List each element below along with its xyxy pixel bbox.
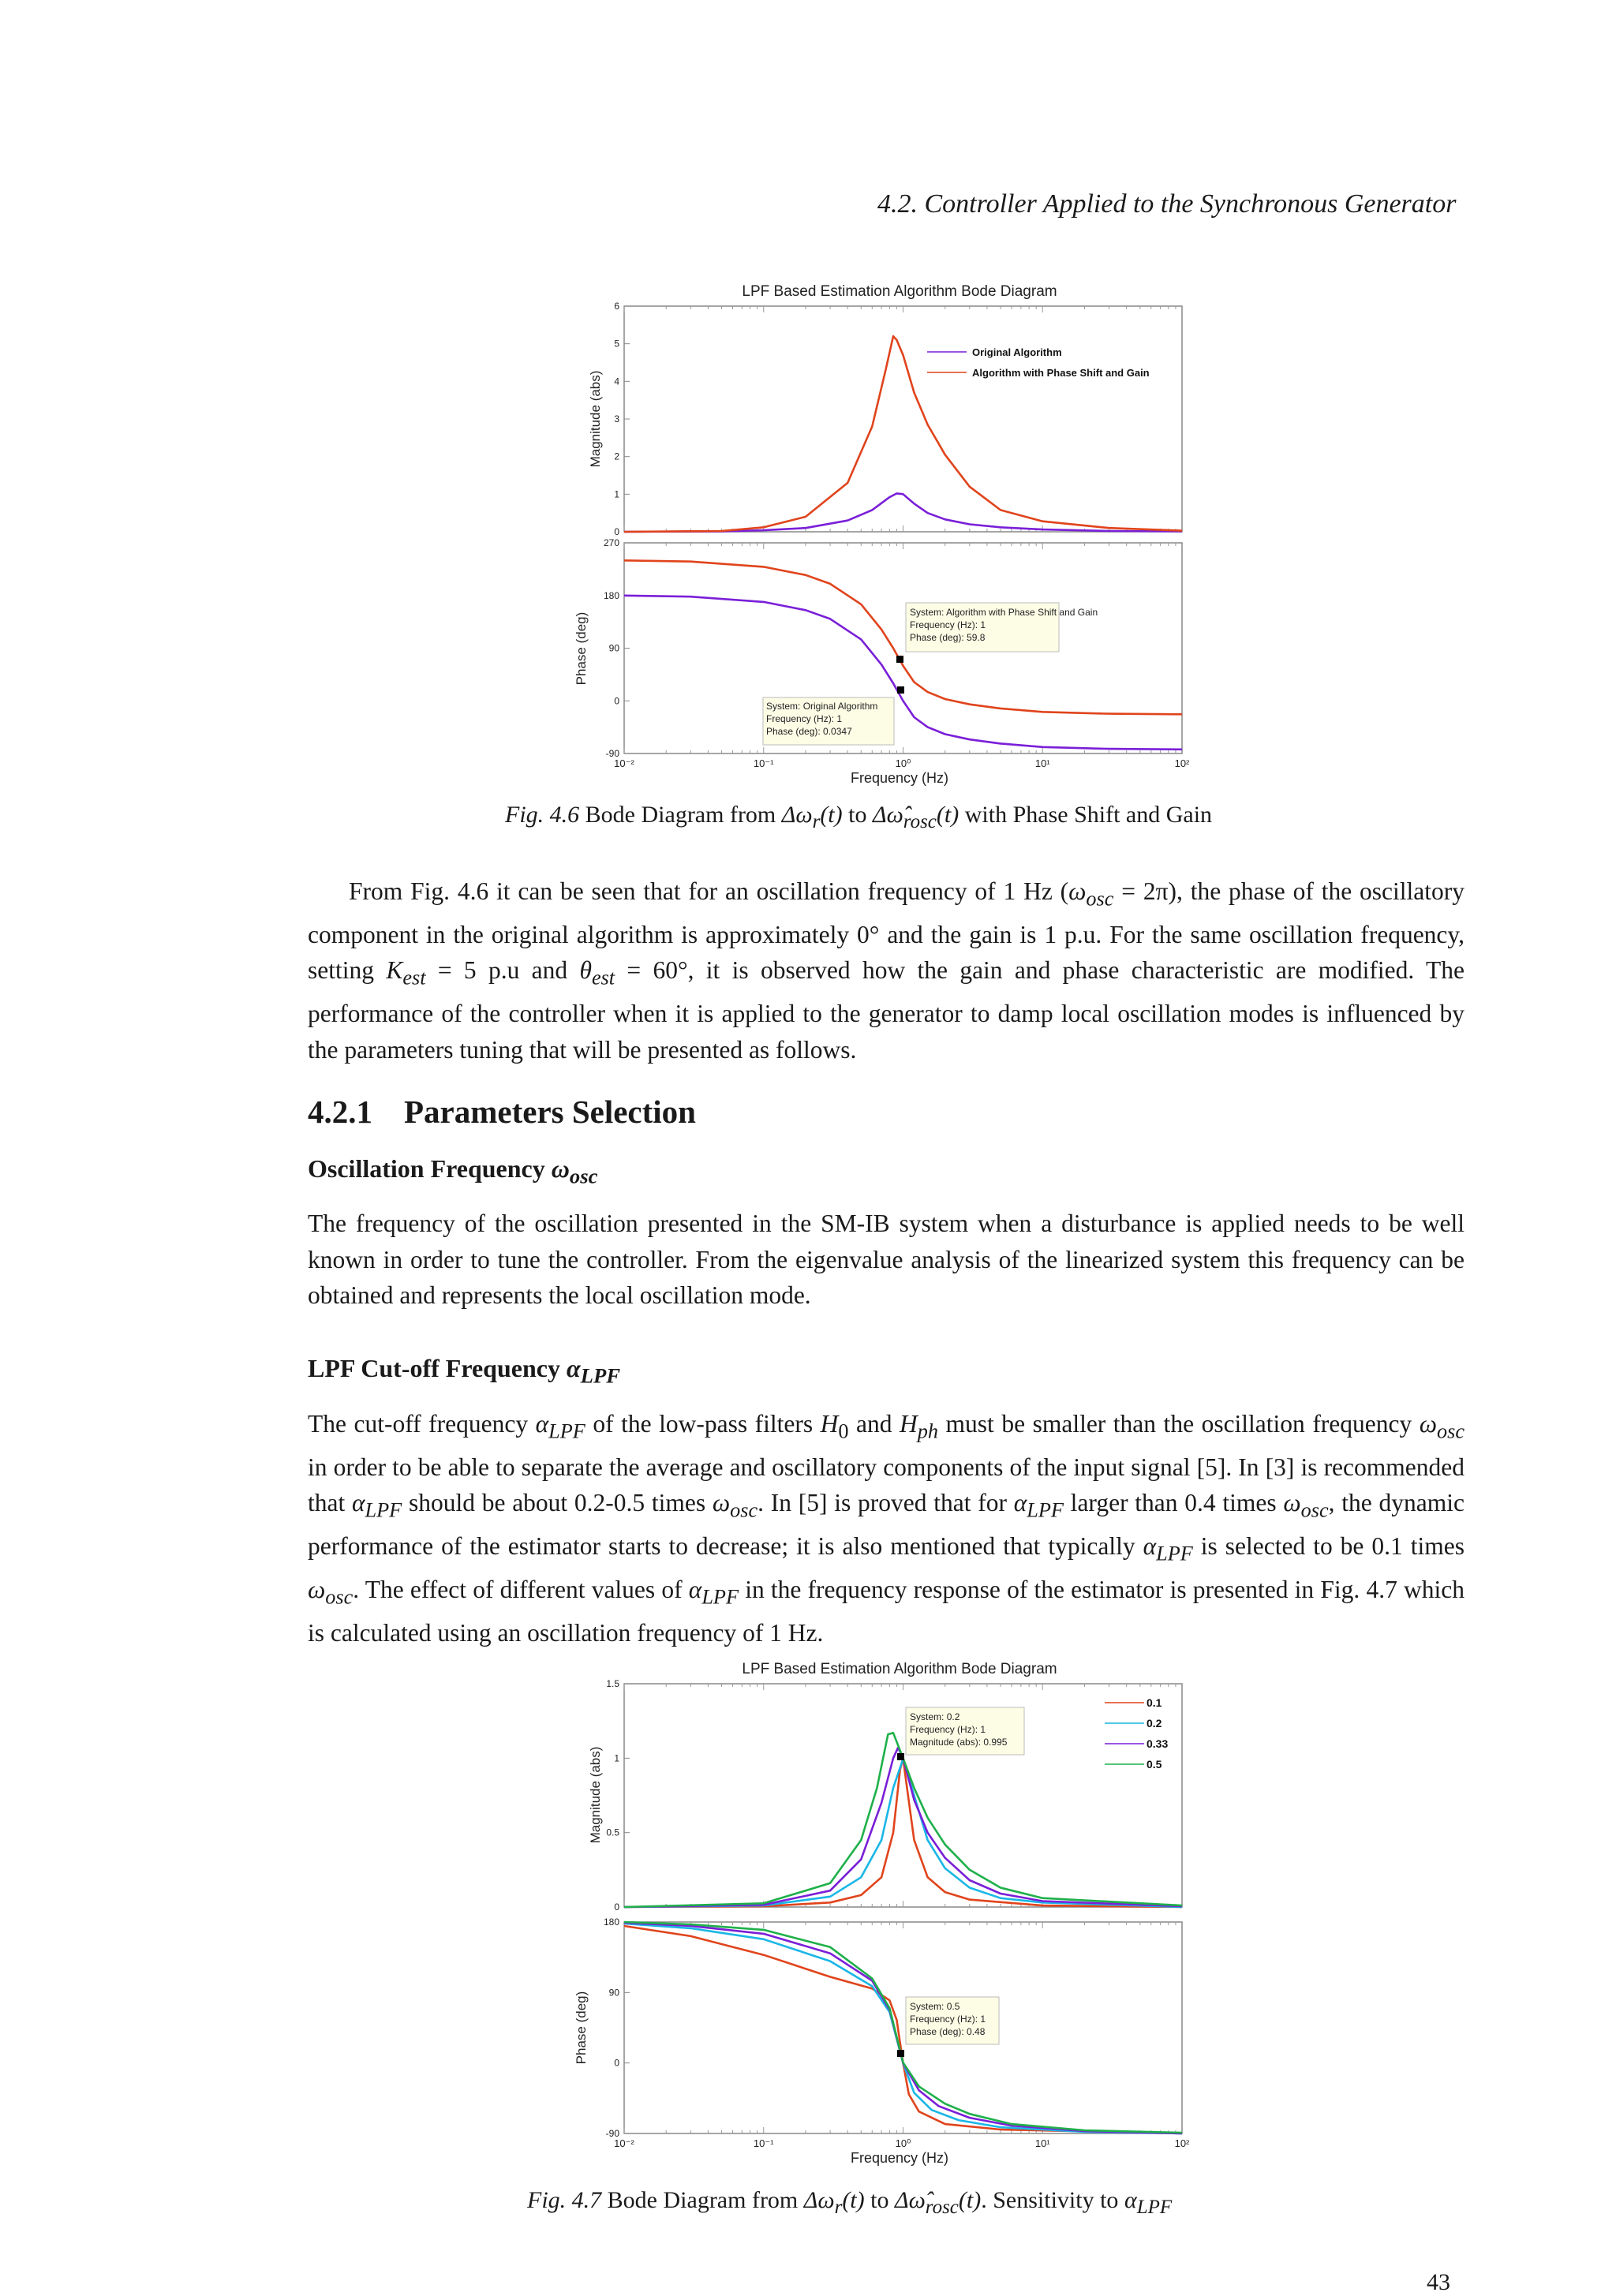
page-number: 43 (1427, 2269, 1450, 2295)
svg-text:0.33: 0.33 (1147, 1737, 1169, 1750)
fig2-datatip-phase (906, 1997, 999, 2044)
fig1-xtick-label: 10² (1174, 757, 1190, 769)
svg-text:Frequency (Hz): 1: Frequency (Hz): 1 (910, 1724, 986, 1735)
subsection-oscillation-frequency: Oscillation Frequency $\omega_{osc}$ (308, 1154, 598, 1188)
fig2-ph-series-0-2 (624, 1924, 1182, 2133)
fig1-phase-ylabel: Phase (deg) (574, 611, 589, 686)
svg-text:System: Algorithm with Phase S: System: Algorithm with Phase Shift and Gain (910, 607, 1098, 618)
paragraph-lpf-cutoff: The cut-off frequency $\alpha_{LPF}$ of the low-pass filters $H_0$ and $H_{ph}$ must be smaller than the oscillation frequency $\omega_{osc}$ in order to be able to separate the average and oscillatory components of the input signal [5]. In [3] is recommended that $\alpha_{LPF}$ should be about 0.2-0.5 times $\omega_{osc}$. In [5] is proved that for $\alpha_{LPF}$ larger than 0.4 times $\omega_{osc}$, the dynamic performance of the estimator starts to decrease; it is also mentioned that typically $\alpha_{LPF}$ is selected to be 0.1 times $\omega_{osc}$. The effect of different values of $\alpha_{LPF}$ in the frequency response of the estimator is presented in Fig. 4.7 which is calculated using an oscillation frequency of 1 Hz. (308, 1410, 1465, 1647)
fig2-ph-ytick-label: 180 (603, 1916, 619, 1928)
fig1-mag-ytick-label: 5 (614, 338, 619, 350)
fig2-datatip-magnitude (906, 1707, 1024, 1755)
fig2-xlabel: Frequency (Hz) (850, 2150, 949, 2166)
fig2-xtick-label: 10² (1174, 2137, 1190, 2149)
fig2-marker-phase (897, 2050, 904, 2057)
fig2-magnitude-axes (624, 1684, 1182, 1907)
fig1-mag-ytick-label: 3 (614, 413, 619, 424)
fig1-magnitude-ylabel: Magnitude (abs) (588, 370, 603, 468)
svg-text:Frequency (Hz): 1: Frequency (Hz): 1 (766, 713, 843, 724)
fig1-ph-ytick-label: -90 (605, 748, 619, 759)
fig2-magnitude-ylabel: Magnitude (abs) (588, 1746, 603, 1844)
fig2-ph-series-0-1 (624, 1926, 1182, 2133)
fig1-ph-ytick-label: 0 (614, 695, 619, 707)
fig1-legend (927, 346, 1150, 379)
fig2-mag-ytick-label: 1 (614, 1752, 619, 1764)
fig1-xlabel: Frequency (Hz) (850, 770, 949, 786)
fig1-ph-series-original-algorithm (624, 596, 1182, 750)
fig1-datatip-shifted (906, 603, 1098, 652)
fig1-magnitude-plot (614, 301, 1182, 537)
legend-shifted-label: Algorithm with Phase Shift and Gain (972, 367, 1150, 379)
paragraph-fig46-discussion: From Fig. 4.6 it can be seen that for an oscillation frequency of 1 Hz $(\omega_{osc} = 2\pi)$, the phase of the oscillatory component in the original algorithm is approximately 0° and the gain is 1 p.u. For the same oscillation frequency, setting $K_{est} = 5$ p.u and $\theta_{est} = 60^\circ$, it is observed how the gain and phase characteristic are modified. The performance of the controller when it is applied to the generator to damp local oscillation modes is influenced by the parameters tuning that will be presented as follows. (308, 877, 1464, 1064)
svg-text:System: 0.5: System: 0.5 (910, 2001, 960, 2012)
svg-text:Frequency (Hz): 1: Frequency (Hz): 1 (910, 619, 986, 630)
fig1-marker-original (897, 686, 904, 694)
svg-text:Frequency (Hz): 1: Frequency (Hz): 1 (910, 2014, 986, 2025)
fig2-title: LPF Based Estimation Algorithm Bode Diagram (742, 1661, 1057, 1677)
fig2-ph-series-0-33 (624, 1923, 1182, 2133)
fig2-mag-ytick-label: 1.5 (606, 1678, 619, 1689)
fig2-x-ticks (614, 2137, 1190, 2149)
fig1-mag-ytick-label: 2 (614, 451, 619, 462)
fig1-title: LPF Based Estimation Algorithm Bode Diagram (742, 283, 1057, 300)
svg-text:Phase (deg): 0.0347: Phase (deg): 0.0347 (766, 726, 852, 737)
svg-text:System: Original Algorithm: System: Original Algorithm (766, 701, 878, 712)
figure-4-6 (568, 278, 1199, 798)
svg-text:0.2: 0.2 (1147, 1717, 1162, 1729)
fig2-mag-ytick-label: 0 (614, 1901, 619, 1913)
fig1-mag-ytick-label: 6 (614, 301, 619, 312)
fig1-datatip-original (763, 697, 894, 745)
fig2-xtick-label: 10¹ (1034, 2137, 1050, 2149)
fig2-legend (1105, 1696, 1168, 1771)
svg-text:Phase (deg): 59.8: Phase (deg): 59.8 (910, 632, 986, 643)
svg-text:Magnitude (abs): 0.995: Magnitude (abs): 0.995 (910, 1737, 1008, 1748)
fig2-phase-axes (624, 1922, 1182, 2133)
fig1-mag-series-algorithm-with-phase-shift-and-gain (624, 336, 1182, 532)
figure-4-6-caption: Fig. 4.6 Bode Diagram from $\Delta\omega_r(t)$ to $\Delta\omegâ_{rosc}(t)$ with Phase Shift and Gain (505, 802, 1213, 832)
fig2-xtick-label: 10⁰ (895, 2137, 911, 2149)
fig2-ph-ytick-label: -90 (605, 2128, 619, 2139)
fig1-xtick-label: 10⁻¹ (753, 757, 774, 769)
section-heading: 4.2.1 Parameters Selection (308, 1094, 696, 1130)
fig2-mag-series-0-2 (624, 1759, 1182, 1907)
svg-text:Phase (deg): 0.48: Phase (deg): 0.48 (910, 2026, 986, 2037)
fig2-xtick-label: 10⁻¹ (753, 2137, 774, 2149)
subsection-lpf-cutoff: LPF Cut-off Frequency $\alpha_{LPF}$ (308, 1354, 621, 1388)
fig2-mag-series-0-1 (624, 1758, 1182, 1907)
fig1-xtick-label: 10⁻² (614, 757, 634, 769)
svg-text:0.5: 0.5 (1147, 1758, 1162, 1771)
fig1-x-ticks (614, 757, 1190, 769)
fig2-ph-ytick-label: 0 (614, 2057, 619, 2069)
fig2-ph-series-0-5 (624, 1922, 1182, 2133)
running-header: 4.2. Controller Applied to the Synchronous Generator (877, 189, 1457, 219)
fig1-ph-ytick-label: 180 (603, 589, 619, 601)
fig2-marker-magnitude (897, 1753, 904, 1760)
fig2-xtick-label: 10⁻² (614, 2137, 634, 2149)
fig2-phase-ylabel: Phase (deg) (574, 1991, 589, 2065)
fig1-magnitude-axes (624, 306, 1182, 532)
paragraph-oscillation-frequency: The frequency of the oscillation presented in the SM-IB system when a disturbance is applied needs to be well known in order to tune the controller. From the eigenvalue analysis of the linearized system this frequency can be obtained and represents the local oscillation mode. (308, 1210, 1464, 1309)
fig2-phase-plot (604, 1916, 1182, 2139)
fig1-mag-ytick-label: 0 (614, 526, 619, 537)
fig1-xtick-label: 10⁰ (895, 757, 911, 769)
figure-4-7 (568, 1655, 1199, 2176)
fig1-ph-ytick-label: 90 (608, 642, 619, 654)
fig1-mag-ytick-label: 1 (614, 488, 619, 500)
fig2-mag-series-0-33 (624, 1748, 1182, 1907)
svg-text:System: 0.2: System: 0.2 (910, 1711, 960, 1722)
fig2-magnitude-plot (606, 1678, 1182, 1913)
figure-4-7-caption: Fig. 4.7 Bode Diagram from $\Delta\omega_r(t)$ to $\Delta\omegâ_{rosc}(t)$. Sensitivity to $\alpha_{LPF}$ (527, 2187, 1173, 2218)
fig1-mag-ytick-label: 4 (614, 376, 619, 387)
fig1-phase-axes (624, 543, 1182, 753)
fig2-ph-ytick-label: 90 (608, 1987, 619, 1999)
fig1-xtick-label: 10¹ (1034, 757, 1050, 769)
fig1-ph-ytick-label: 270 (603, 537, 619, 548)
fig2-mag-ytick-label: 0.5 (606, 1827, 619, 1838)
svg-text:0.1: 0.1 (1147, 1696, 1162, 1709)
legend-original-label: Original Algorithm (972, 346, 1062, 358)
fig1-marker-shifted (896, 656, 903, 663)
